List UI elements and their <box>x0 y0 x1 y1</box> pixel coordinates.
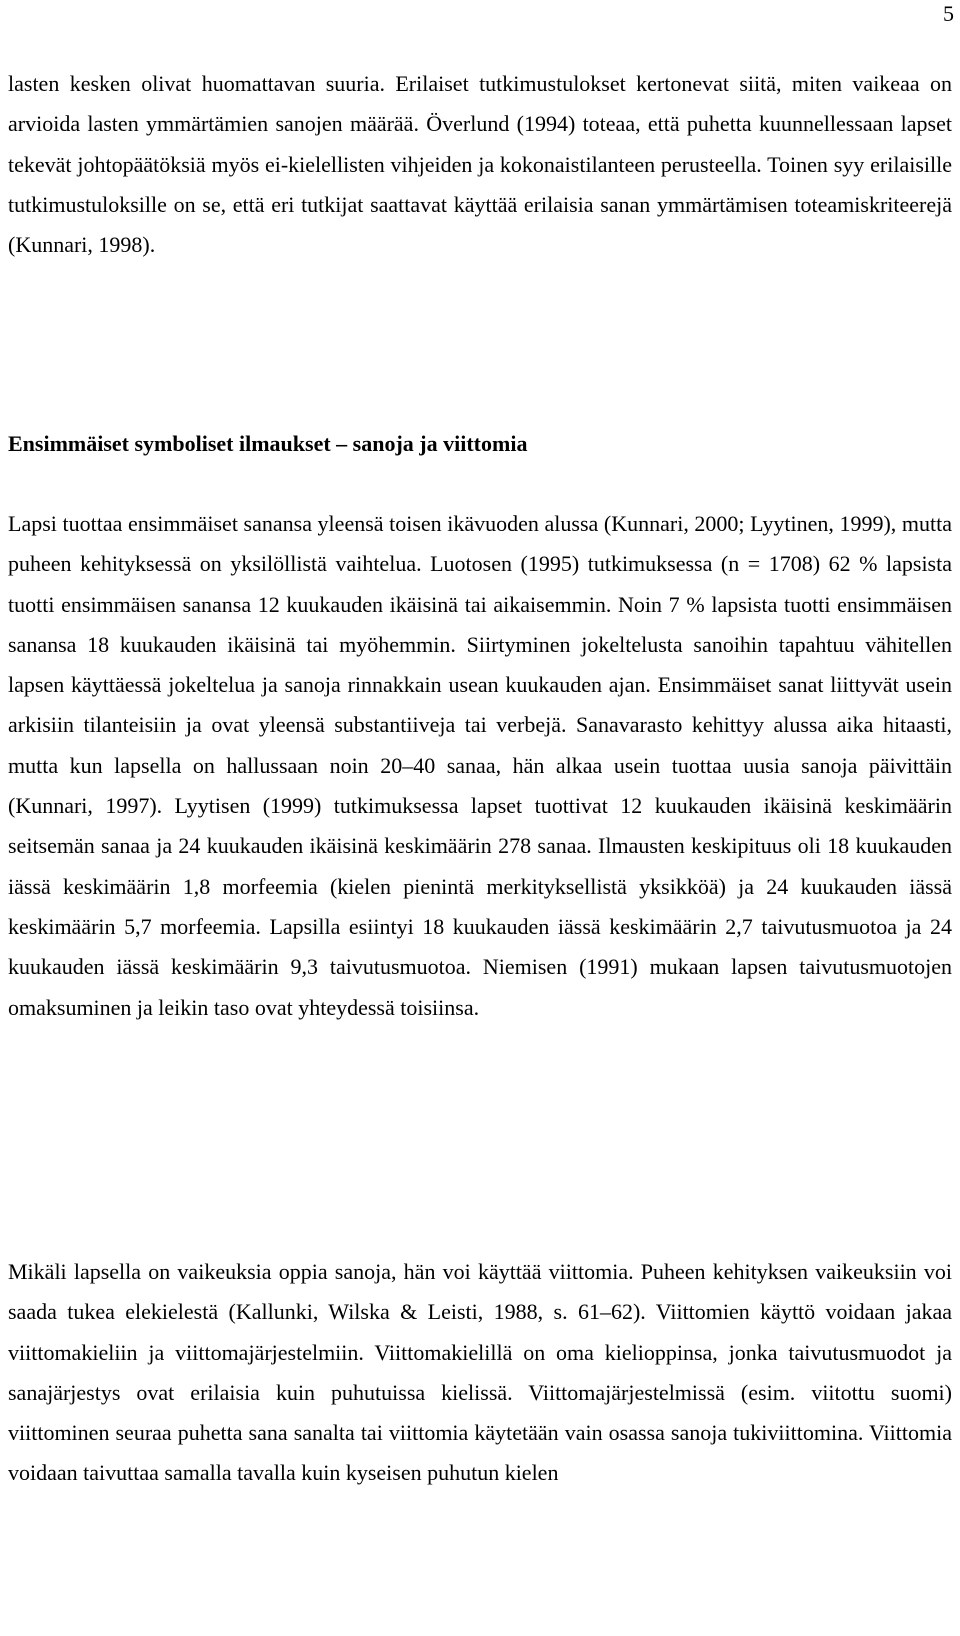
paragraph-first-words: Lapsi tuottaa ensimmäiset sanansa yleensä toisen ikävuoden alussa (Kunnari, 2000; Lyytinen, 1999), mutta puheen kehityksessä on yksilöllistä vaihtelua. Luotosen (1995) tutkimuksessa (n = 1708) 62 % lapsista tuotti ensimmäisen sanansa 12 kuukauden ikäisinä tai aikaisemmin. Noin 7 % lapsista tuotti ensimmäisen sanansa 18 kuukauden ikäisinä tai myöhemmin. Siirtyminen jokeltelusta sanoihin tapahtuu vähitellen lapsen käyttäessä jokeltelua ja sanoja rinnakkain usean kuukauden ajan. Ensimmäiset sanat liittyvät usein arkisiin tilanteisiin ja ovat yleensä substantiiveja tai verbejä. Sanavarasto kehittyy alussa aika hitaasti, mutta kun lapsella on hallussaan noin 20–40 sanaa, hän alkaa usein tuottaa uusia sanoja päivittäin (Kunnari, 1997). Lyytisen (1999) tutkimuksessa lapset tuottivat 12 kuukauden ikäisinä keskimäärin seitsemän sanaa ja 24 kuukauden ikäisinä keskimäärin 278 sanaa. Ilmausten keskipituus oli 18 kuukauden iässä keskimäärin 1,8 morfeemia (kielen pienintä merkityksellistä yksikköä) ja 24 kuukauden iässä keskimäärin 5,7 morfeemia. Lapsilla esiintyi 18 kuukauden iässä keskimäärin 2,7 taivutusmuotoa ja 24 kuukauden iässä keskimäärin 9,3 taivutusmuotoa. Niemisen (1991) mukaan lapsen taivutusmuotojen omaksuminen ja leikin taso ovat yhteydessä toisiinsa. <box>8 511 952 1020</box>
paragraph-signs: Mikäli lapsella on vaikeuksia oppia sanoja, hän voi käyttää viittomia. Puheen kehityksen vaikeuksiin voi saada tukea elekielestä (Kallunki, Wilska & Leisti, 1988, s. 61–62). Viittomien käyttö voidaan jakaa viittomakieliin ja viittomajärjestelmiin. Viittomakielillä on oma kielioppinsa, jonka taivutusmuodot ja sanajärjestys ovat erilaisia kuin puhutuissa kielissä. Viittomajärjestelmissä (esim. viitottu suomi) viittominen seuraa puhetta sana sanalta tai viittomia käytetään vain osassa sanoja tukiviittomina. Viittomia voidaan taivuttaa samalla tavalla kuin kyseisen puhutun kielen <box>8 1259 952 1486</box>
page-number: 5 <box>943 1 954 26</box>
section-heading: Ensimmäiset symboliset ilmaukset – sanoja ja viittomia <box>8 431 528 456</box>
paragraph-intro: lasten kesken olivat huomattavan suuria. Erilaiset tutkimustulokset kertonevat siitä, miten vaikeaa on arvioida lasten ymmärtämien sanojen määrää. Överlund (1994) toteaa, että puhetta kuunnellessaan lapset tekevät johtopäätöksiä myös ei-kielellisten vihjeiden ja kokonaistilanteen perusteella. Toinen syy erilaisille tutkimustuloksille on se, että eri tutkijat saattavat käyttää erilaisia sanan ymmärtämisen toteamiskriteerejä (Kunnari, 1998). <box>8 71 952 258</box>
